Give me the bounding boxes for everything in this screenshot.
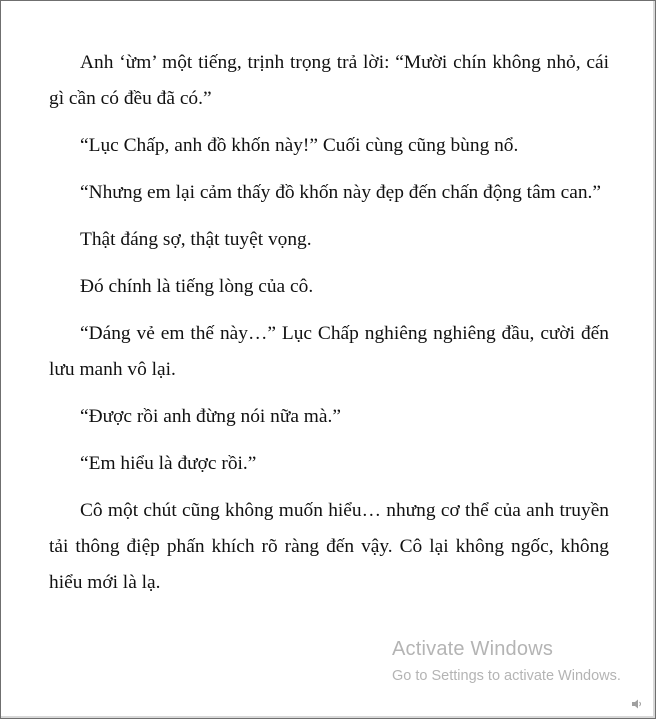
watermark-subtitle: Go to Settings to activate Windows. (392, 668, 621, 684)
paragraph-6: “Dáng vẻ em thế này…” Lục Chấp nghiêng nghiêng đầu, cười đến lưu manh vô lại. (49, 323, 609, 380)
speaker-arrow-icon (631, 698, 643, 710)
paragraph-1: Anh ‘ừm’ một tiếng, trịnh trọng trả lời: “Mười chín không nhỏ, cái gì cần có đều đã có.” (49, 52, 609, 109)
paragraph-9: Cô một chút cũng không muốn hiểu… nhưng cơ thể của anh truyền tải thông điệp phấn khích rõ ràng đến vậy. Cô lại không ngốc, không hiểu mới là lạ. (49, 500, 609, 593)
paragraph-7: “Được rồi anh đừng nói nữa mà.” (80, 406, 341, 427)
paragraph-2: “Lục Chấp, anh đồ khốn này!” Cuối cùng cũng bùng nổ. (80, 135, 519, 156)
watermark-title: Activate Windows (392, 638, 554, 660)
document-body (49, 45, 609, 601)
paragraph-5: Đó chính là tiếng lòng của cô. (80, 276, 314, 297)
paragraph-3: “Nhưng em lại cảm thấy đồ khốn này đẹp đến chấn động tâm can.” (80, 182, 601, 203)
paragraph-4: Thật đáng sợ, thật tuyệt vọng. (80, 229, 312, 250)
paragraph-8: “Em hiểu là được rồi.” (80, 453, 257, 474)
activation-watermark (392, 637, 621, 685)
